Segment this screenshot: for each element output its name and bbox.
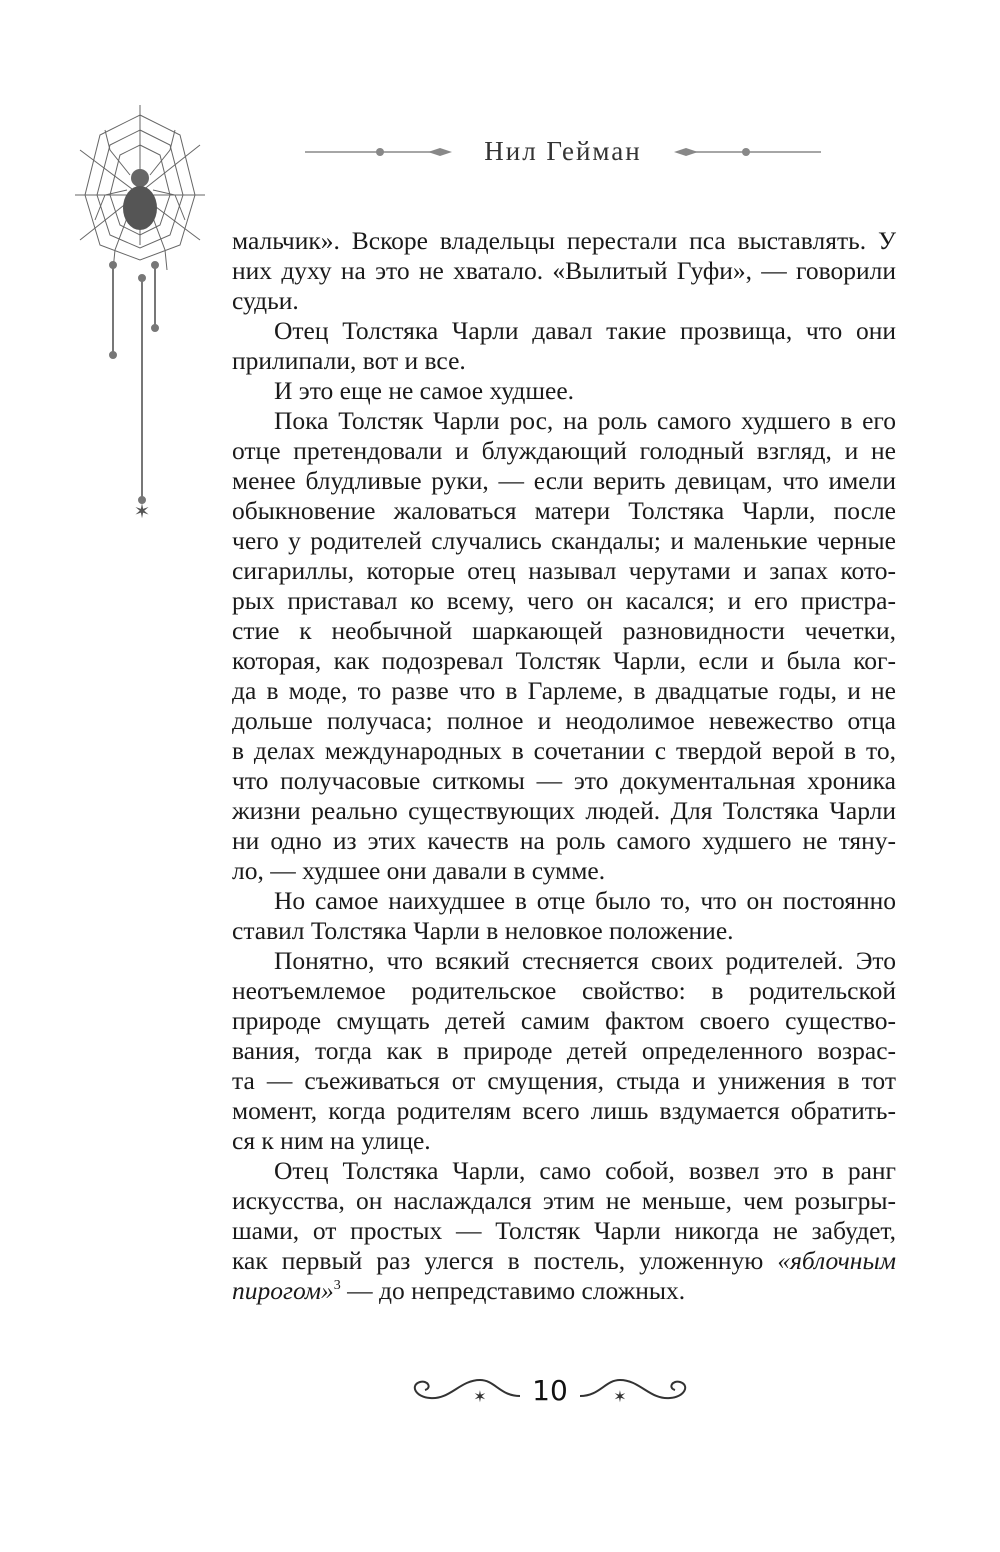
text-line (232, 1096, 896, 1126)
text-segment: Пока Толстяк Чарли рос, на роль самого худшего в его (274, 406, 896, 435)
svg-text:✶: ✶ (133, 499, 151, 523)
svg-text:✶: ✶ (613, 1387, 627, 1406)
text-line (232, 1276, 896, 1306)
text-segment: как первый раз улегся в постель, уложенную (232, 1246, 778, 1275)
text-segment: момент, когда родителям всего лишь вздумается обратить- (232, 1096, 896, 1125)
text-line (232, 1126, 896, 1156)
text-line (232, 1186, 896, 1216)
text-line (232, 376, 896, 406)
text-segment: природе смущать детей самим фактом своего существо- (232, 1006, 896, 1035)
page-body-text (232, 226, 896, 1306)
text-segment: ни одно из этих качеств на роль самого худшего не тяну- (232, 826, 896, 855)
text-line (232, 796, 896, 826)
text-line (232, 406, 896, 436)
text-segment: — до непредставимо сложных. (340, 1276, 686, 1305)
text-line (232, 316, 896, 346)
text-segment: та — съеживаться от смущения, стыда и унижения в тот (232, 1066, 896, 1095)
text-segment: судьи. (232, 286, 299, 315)
text-line (232, 526, 896, 556)
text-segment: Понятно, что всякий стесняется своих родителей. Это (274, 946, 896, 975)
page-footer (400, 1370, 700, 1410)
text-line (232, 1006, 896, 1036)
text-segment: которая, как подозревал Толстяк Чарли, если и была ког- (232, 646, 896, 675)
text-line (232, 1036, 896, 1066)
text-segment: рых приставал ко всему, чего он касался; и его пристра- (232, 586, 896, 615)
text-line (232, 826, 896, 856)
text-segment: Отец Толстяка Чарли, само собой, возвел это в ранг (274, 1156, 896, 1185)
text-line (232, 346, 896, 376)
text-line (232, 976, 896, 1006)
text-line (232, 436, 896, 466)
text-line (232, 1246, 896, 1276)
text-segment: Отец Толстяка Чарли давал такие прозвища, что они (274, 316, 896, 345)
text-line (232, 856, 896, 886)
text-line (232, 646, 896, 676)
text-segment: дольше получаса; полное и неодолимое невежество отца (232, 706, 896, 735)
text-line (232, 766, 896, 796)
text-line (232, 496, 896, 526)
text-line (232, 286, 896, 316)
text-segment: мальчик». Вскоре владельцы перестали пса выставлять. У (232, 226, 896, 255)
text-line (232, 706, 896, 736)
text-segment: менее блудливые руки, — если верить девицам, что имели (232, 466, 896, 495)
text-segment: прилипали, вот и все. (232, 346, 466, 375)
text-line (232, 886, 896, 916)
page-number: 10 (532, 1374, 568, 1407)
text-segment: шами, от простых — Толстяк Чарли никогда не забудет, (232, 1216, 896, 1245)
text-segment: жизни реально существующих людей. Для Толстяка Чарли (232, 796, 896, 825)
text-segment: Но самое наихудшее в отце было то, что он постоянно (274, 886, 896, 915)
text-line (232, 256, 896, 286)
text-segment: стие к необычной шаркающей разновидности чечетки, (232, 616, 896, 645)
svg-text:✶: ✶ (473, 1387, 487, 1406)
text-segment: пирогом» (232, 1276, 334, 1305)
text-segment: сигариллы, которые отец называл черутами и запах кото- (232, 556, 896, 585)
text-segment: обыкновение жаловаться матери Толстяка Чарли, после (232, 496, 896, 525)
text-line (232, 586, 896, 616)
text-segment: в делах международных в сочетании с твердой верой в то, (232, 736, 896, 765)
text-segment: чего у родителей случались скандалы; и маленькие черные (232, 526, 896, 555)
text-segment: вания, тогда как в природе детей определенного возрас- (232, 1036, 896, 1065)
text-segment: ставил Толстяка Чарли в неловкое положение. (232, 916, 734, 945)
book-author: Нил Гейман (472, 136, 654, 166)
text-line (232, 226, 896, 256)
text-segment: отце претендовали и блуждающий голодный взгляд, и не (232, 436, 896, 465)
text-line (232, 556, 896, 586)
text-segment: ся к ним на улице. (232, 1126, 431, 1155)
text-segment: что получасовые ситкомы — это документальная хроника (232, 766, 896, 795)
text-line (232, 616, 896, 646)
text-line (232, 736, 896, 766)
text-segment: них духу на это не хватало. «Вылитый Гуфи», — говорили (232, 256, 896, 285)
text-segment: ло, — худшее они давали в сумме. (232, 856, 606, 885)
text-line (232, 1066, 896, 1096)
text-segment: неотъемлемое родительское свойство: в родительской (232, 976, 896, 1005)
text-line (232, 466, 896, 496)
footnote-ref: 3 (333, 1278, 341, 1293)
text-segment: искусства, он наслаждался этим не меньше, чем розыгры- (232, 1186, 896, 1215)
spider-web-ornament (75, 100, 215, 530)
text-line (232, 676, 896, 706)
text-line (232, 916, 896, 946)
text-segment: да в моде, то разве что в Гарлеме, в двадцатые годы, и не (232, 676, 896, 705)
text-line (232, 946, 896, 976)
text-segment: И это еще не самое худшее. (274, 376, 575, 405)
text-segment: «яблочным (777, 1246, 896, 1275)
text-line (232, 1156, 896, 1186)
running-header (300, 132, 826, 172)
text-line (232, 1216, 896, 1246)
